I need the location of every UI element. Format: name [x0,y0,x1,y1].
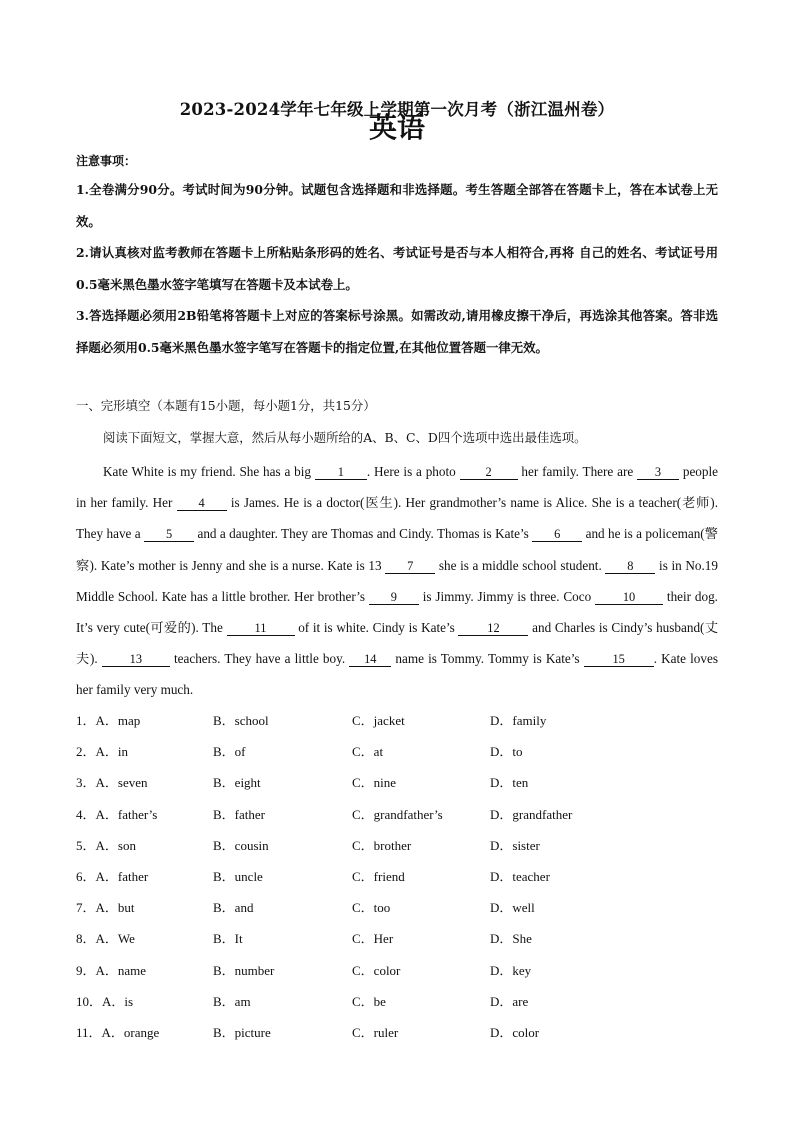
passage-text: . Kate loves her family very much. [76,651,718,698]
section-title: 一、完形填空（本题有15小题，每小题1分，共15分） [76,398,376,413]
passage-text: and he is a policeman(警察). Kate’s mother is Jenny and she is a nurse. Kate is 13 [76,526,718,573]
option-b: B．picture [213,1024,271,1040]
passage-text: is James. He is a doctor(医生). Her grandmother’s name is Alice. She is a teacher(老师). They have a [76,495,718,542]
option-c: C．friend [352,868,405,884]
option-c: C．ruler [352,1024,399,1040]
passage-text: of it is white. Cindy is Kate’s [294,620,459,636]
option-c: C．be [352,993,386,1009]
question-row [76,986,718,1017]
option-a: 4．A．father’s [76,806,158,822]
cloze-blank-4: 4 [177,496,227,511]
option-d: D．are [490,993,529,1009]
option-c: C．jacket [352,713,405,728]
option-c: C．at [352,744,384,760]
cloze-blank-15: 15 [584,652,654,667]
option-b: B．number [213,962,275,978]
option-b: B．cousin [213,837,269,853]
question-row [76,923,718,954]
notes-heading: 注意事项： [76,154,137,168]
cloze-blank-14: 14 [349,652,391,667]
option-d: D．family [490,713,547,728]
option-d: D．sister [490,837,540,853]
passage-text: she is a middle school student. [435,557,606,573]
option-d: D．color [490,1024,540,1040]
question-row [76,705,718,736]
passage-text: and a daughter. They are Thomas and Cindy. Thomas is Kate’s [194,526,533,542]
passage-text: their dog. It’s very cute(可爱的). The [76,588,718,636]
subject-title: 英语 [368,111,425,144]
question-row [76,799,718,830]
cloze-blank-9: 9 [369,590,419,605]
question-row [76,892,718,923]
option-b: B．school [213,713,269,728]
option-b: B．and [213,900,254,916]
question-row [76,955,718,986]
cloze-blank-13: 13 [102,652,170,667]
option-a: 9．A．name [76,962,147,978]
option-d: D．teacher [490,868,550,884]
option-b: B．It [213,931,243,947]
option-c: C．too [352,900,391,916]
cloze-blank-3: 3 [637,465,679,480]
cloze-blank-12: 12 [458,621,528,636]
option-c: C．grandfather’s [352,806,443,822]
passage-text: name is Tommy. Tommy is Kate’s [391,651,584,667]
passage-text: is Jimmy. Jimmy is three. Coco [418,588,596,604]
option-a: 8．A．We [76,931,135,947]
option-a: 2．A．in [76,744,129,760]
option-c: C．nine [352,775,397,791]
option-b: B．of [213,744,246,760]
exam-title: 2023-2024学年七年级上学期第一次月考（浙江温州卷） [179,100,615,119]
passage-text: Kate White is my friend. She has a big [103,464,315,479]
question-row [76,736,718,767]
question-row [76,767,718,798]
option-a: 6．A．father [76,868,149,884]
cloze-blank-10: 10 [595,590,663,605]
note-item-2: 2.请认真核对监考教师在答题卡上所粘贴条形码的姓名、考试证号是否与本人相符合,再将 自己的姓名、考试证号用0.5毫米黑色墨水签字笔填写在答题卡及本试卷上。 [76,245,718,292]
option-d: D．She [490,931,532,947]
option-b: B．uncle [213,868,263,884]
passage-text: . Here is a photo [366,464,460,479]
option-d: D．key [490,962,532,978]
question-options-list [76,705,718,1048]
option-c: C．Her [352,931,394,947]
option-a: 7．A．but [76,900,135,916]
cloze-blank-1: 1 [315,465,367,480]
cloze-blank-2: 2 [460,465,518,480]
option-c: C．brother [352,837,412,853]
option-a: 5．A．son [76,837,136,853]
option-d: D．to [490,744,523,760]
option-b: B．father [213,806,265,822]
option-a: 1．A．map [76,713,141,728]
question-row [76,1017,718,1048]
cloze-passage [76,456,718,706]
option-d: D．ten [490,775,529,791]
option-a: 11．A．orange [76,1024,160,1040]
cloze-blank-6: 6 [532,527,582,542]
cloze-blank-5: 5 [144,527,194,542]
section-instruction: 阅读下面短文，掌握大意，然后从每小题所给的A、B、C、D四个选项中选出最佳选项。 [103,430,587,445]
option-b: B．am [213,993,251,1009]
cloze-blank-11: 11 [227,621,295,636]
passage-text: people in her family. Her [76,464,719,511]
note-item-1: 1.全卷满分90分。考试时间为90分钟。试题包含选择题和非选择题。考生答题全部答在答题卡上，答在本试卷上无效。 [76,182,718,229]
option-a: 10．A．is [76,993,134,1009]
option-d: D．well [490,900,535,916]
cloze-blank-8: 8 [605,559,655,574]
passage-text: teachers. They have a little boy. [169,651,350,667]
option-c: C．color [352,962,401,978]
option-a: 3．A．seven [76,775,148,791]
question-row [76,830,718,861]
passage-text: her family. There are [517,464,638,479]
option-d: D．grandfather [490,806,573,822]
note-item-3: 3.答选择题必须用2B铅笔将答题卡上对应的答案标号涂黑。如需改动,请用橡皮擦干净后，再选涂其他答案。答非选择题必须用0.5毫米黑色墨水签字笔写在答题卡的指定位置,在其他位置答题一律无效。 [76,308,718,355]
passage-text: is in No.19 Middle School. Kate has a little brother. Her brother’s [76,557,718,604]
option-b: B．eight [213,775,261,791]
passage-text: and Charles is Cindy’s husband(丈夫). [76,620,719,667]
cloze-blank-7: 7 [385,559,435,574]
question-row [76,861,718,892]
